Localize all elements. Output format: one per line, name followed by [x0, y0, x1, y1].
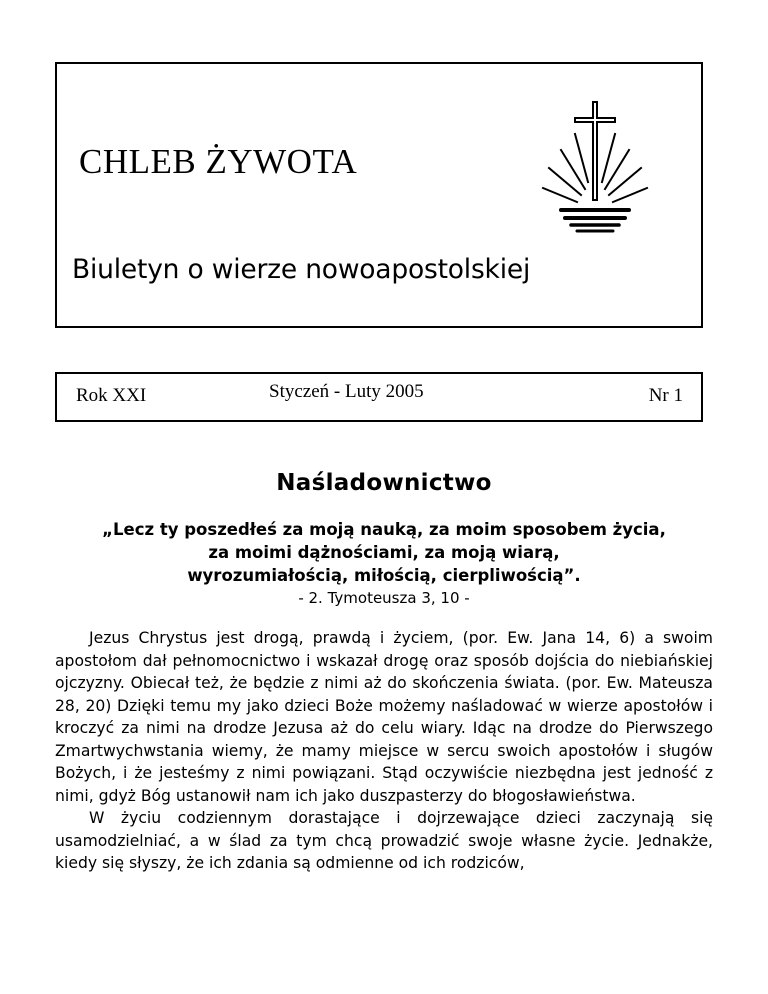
- quote-line: „Lecz ty poszedłeś za moją nauką, za moim sposobem życia,: [102, 520, 666, 539]
- publication-subtitle: Biuletyn o wierze nowoapostolskiej: [72, 254, 531, 285]
- quote-line: za moimi dążnościami, za moją wiarą,: [208, 543, 560, 562]
- masthead-box: [55, 62, 703, 328]
- paragraph: W życiu codziennym dorastające i dojrzewające dzieci zaczynają się usamodzielniać, a w ślad za tym chcą prowadzić swoje własne życie. Jednakże, kiedy się słyszy, że ich zdania są odmienne od ich rodziców,: [55, 809, 713, 872]
- scripture-quote: [0, 518, 768, 587]
- issue-number: Nr 1: [648, 385, 683, 406]
- paragraph: Jezus Chrystus jest drogą, prawdą i życiem, (por. Ew. Jana 14, 6) a swoim apostołom dał pełnomocnictwo i wskazał drogę oraz sposób dojścia do niebiańskiej ojczyzny. Obiecał też, że będzie z nimi aż do skończenia świata. (por. Ew. Mateusza 28, 20) Dzięki temu my jako dzieci Boże możemy naśladować w wierze apostołów i kroczyć za nimi na drodze Jezusa aż do celu wiary. Idąc na drodze do Pierwszego Zmartwychwstania wiemy, że mamy miejsce w sercu swoich apostołów i sługów Bożych, i że jesteśmy z nimi powiązani. Stąd oczywiście niezbędna jest jedność z nimi, gdyż Bóg ustanowił nam ich jako duszpasterzy do błogosławieństwa.: [55, 629, 713, 805]
- scripture-reference: - 2. Tymoteusza 3, 10 -: [298, 589, 470, 607]
- article-body: [55, 627, 713, 875]
- article-title: Naśladownictwo: [276, 470, 492, 496]
- cross-rising-sun-waves-icon: [535, 94, 655, 244]
- issue-year: Rok XXI: [76, 385, 147, 406]
- issue-info-bar: [55, 372, 703, 422]
- issue-months: Styczeń - Luty 2005: [269, 381, 424, 402]
- quote-line: wyrozumiałością, miłością, cierpliwością”.: [187, 566, 581, 585]
- publication-title: CHLEB ŻYWOTA: [79, 142, 358, 181]
